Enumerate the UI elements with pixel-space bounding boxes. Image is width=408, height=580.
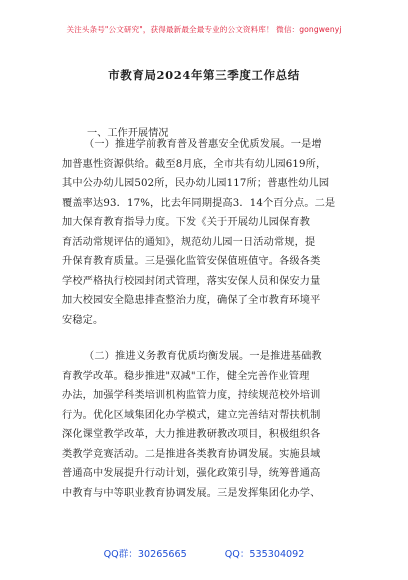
paragraph-line: 类教学竞赛活动。二是推进各类教育协调发展。实施县域 bbox=[62, 448, 321, 460]
paragraph-preschool bbox=[62, 135, 345, 330]
paragraph-line: 学校严格执行校园封闭式管理，落实安保人员和保安力量 bbox=[62, 275, 321, 287]
paragraph-line: 行为。优化区域集团化办学模式，建立完善结对帮扶机制 bbox=[62, 409, 321, 421]
paragraph-line: 加大保育教育指导力度。下发《关于开展幼儿园保育教 bbox=[62, 217, 311, 228]
paragraph-line: 办法，加强学科类培训机构监管力度，持续规范校外培训 bbox=[62, 390, 321, 401]
paragraph-line: 中教育与中等职业教育协调发展。三是发挥集团化办学、 bbox=[62, 487, 321, 499]
paragraph-line: 升保育教育质量。三是强化监管安保值班值守。各级各类 bbox=[62, 256, 321, 267]
paragraph-line: （一）推进学前教育普及普惠安全优质发展。一是增 bbox=[84, 139, 322, 150]
qq-contact-text: QQ：535304092 bbox=[224, 549, 305, 560]
paragraph-compulsory-education bbox=[62, 347, 345, 503]
paragraph-line: 覆盖率达93．17%，比去年同期提高3．14个百分点。二是 bbox=[62, 197, 336, 209]
qq-group-text: QQ群：30265665 bbox=[103, 549, 187, 560]
paragraph-line: 育教学改革。稳步推进"双减"工作，健全完善作业管理 bbox=[62, 370, 310, 382]
paragraph-line: 安稳定。 bbox=[62, 314, 104, 326]
section-heading: 一、工作开展情况 bbox=[87, 128, 169, 139]
paragraph-line: 加大校园安全隐患排查整治力度，确保了全市教育环境平 bbox=[62, 295, 321, 306]
paragraph-line: 加普惠性资源供给。截至8月底，全市共有幼儿园619所， bbox=[62, 158, 327, 170]
paragraph-line: （二）推进义务教育优质均衡发展。一是推进基础教 bbox=[84, 351, 322, 362]
paragraph-line: 普通高中发展提升行动计划，强化政策引导，统筹普通高 bbox=[62, 468, 321, 479]
paragraph-line: 其中公办幼儿园502所，民办幼儿园117所；普惠性幼儿园 bbox=[62, 178, 330, 189]
contact-footer bbox=[0, 546, 408, 560]
promo-banner-text: 关注头条号"公文研究"，获得最新最全最专业的公文资料库！ 微信：gongwenyj bbox=[66, 25, 342, 34]
paragraph-line: 深化课堂教学改革，大力推进教研教改项目，积极组织各 bbox=[62, 429, 321, 440]
document-title: 市教育局2024年第三季度工作总结 bbox=[108, 68, 300, 82]
paragraph-line: 育活动常规评估的通知》，规范幼儿园一日活动常规，提 bbox=[62, 236, 316, 248]
